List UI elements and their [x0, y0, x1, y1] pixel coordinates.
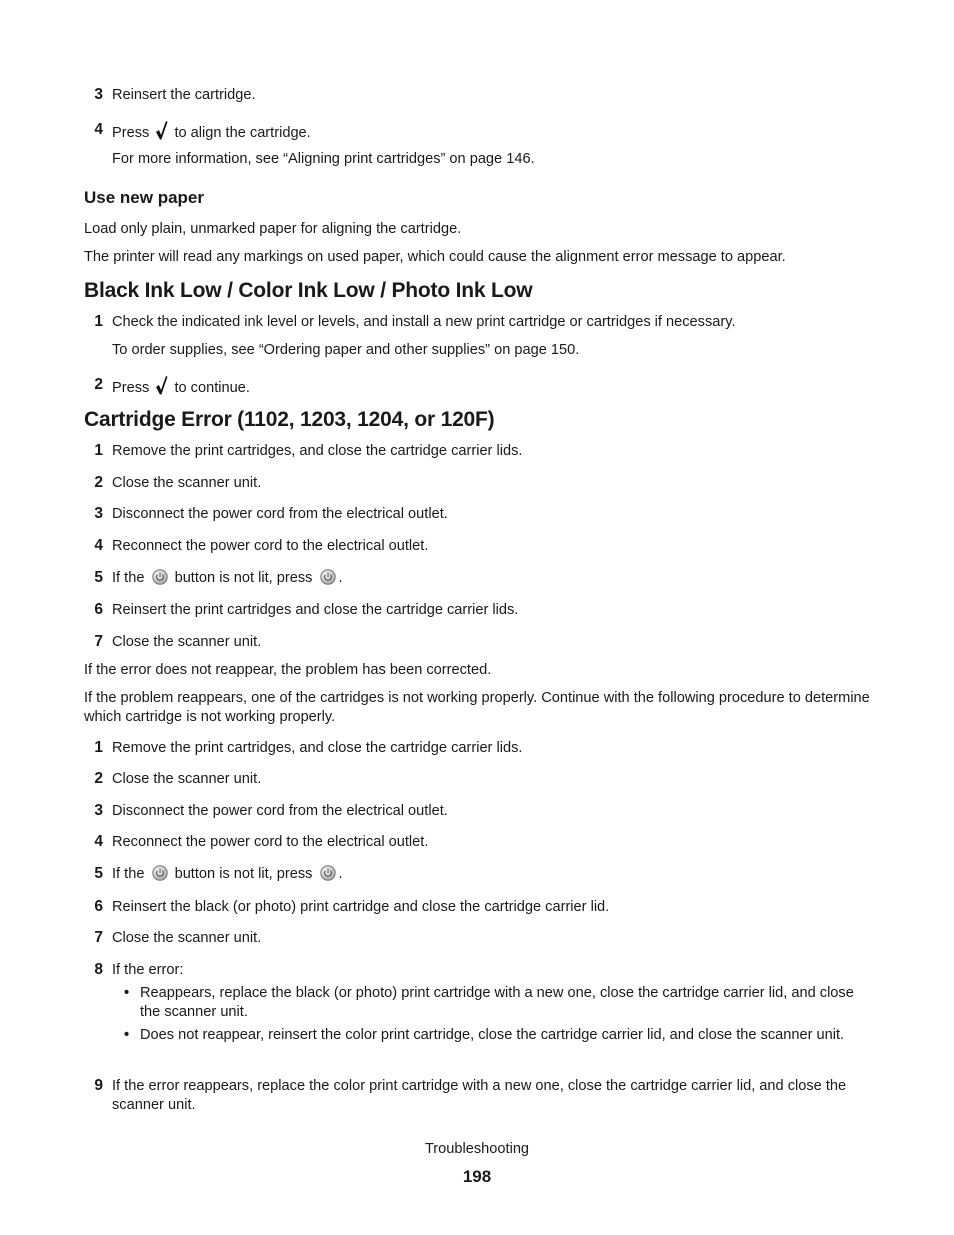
footer-section-label: Troubleshooting [424, 1141, 530, 1157]
step-text-line [112, 121, 877, 143]
step-text: Close the scanner unit. [112, 475, 262, 491]
step-text-post: . [338, 866, 343, 882]
section-heading-ink-low: Black Ink Low / Color Ink Low / Photo Ink Low [84, 279, 533, 302]
step-number: 4 [94, 833, 103, 850]
bullet-dot-icon: • [124, 1027, 130, 1043]
step-number: 5 [94, 569, 103, 586]
step-text-post: to continue. [174, 380, 250, 396]
step-number: 2 [94, 376, 103, 393]
step-number: 6 [94, 898, 103, 915]
step-text: Reinsert the print cartridges and close the cartridge carrier lids. [112, 602, 519, 618]
step-text-pre: Press [112, 380, 150, 396]
step-text: If the error reappears, replace the color print cartridge with a new one, close the cartridge carrier lid, and close the scanner unit. [112, 1078, 847, 1113]
step-text: Check the indicated ink level or levels, and install a new print cartridge or cartridges if necessary. [112, 314, 736, 330]
step-text: Close the scanner unit. [112, 771, 262, 787]
step-4-note: For more information, see “Aligning print cartridges” on page 146. [112, 151, 535, 167]
bullet-dot-icon: • [124, 985, 130, 1001]
step-text-line [112, 569, 877, 588]
step-text-pre: If the [112, 570, 145, 586]
step-number: 6 [94, 601, 103, 618]
power-button-icon [152, 569, 168, 585]
step-number: 1 [94, 739, 103, 756]
step-number: 3 [94, 86, 103, 103]
paragraph: Load only plain, unmarked paper for aligning the cartridge. [84, 221, 462, 237]
step-number: 7 [94, 633, 103, 650]
section-heading-cartridge-error: Cartridge Error (1102, 1203, 1204, or 120F) [84, 408, 495, 431]
step-number: 8 [94, 961, 103, 978]
checkmark-icon [155, 376, 168, 395]
step-number: 2 [94, 770, 103, 787]
step-number: 3 [94, 802, 103, 819]
step-number: 1 [94, 313, 103, 330]
checkmark-icon [155, 121, 168, 140]
step-text: Reinsert the black (or photo) print cartridge and close the cartridge carrier lid. [112, 899, 610, 915]
step-text: Close the scanner unit. [112, 930, 262, 946]
step-1-note: To order supplies, see “Ordering paper and other supplies” on page 150. [112, 342, 580, 358]
power-button-icon [320, 569, 336, 585]
subheading-use-new-paper: Use new paper [84, 188, 204, 207]
step-text-pre: If the [112, 866, 145, 882]
step-number: 4 [94, 121, 103, 138]
step-text: Close the scanner unit. [112, 634, 262, 650]
paragraph: If the error does not reappear, the problem has been corrected. [84, 662, 492, 678]
step-text: Remove the print cartridges, and close the cartridge carrier lids. [112, 740, 523, 756]
step-text-line [112, 376, 877, 398]
power-button-icon [152, 865, 168, 881]
step-text: Reconnect the power cord to the electrical outlet. [112, 538, 429, 554]
bullet-text: Does not reappear, reinsert the color print cartridge, close the cartridge carrier lid, and close the scanner unit. [140, 1027, 845, 1043]
step-text: Disconnect the power cord from the electrical outlet. [112, 506, 448, 522]
step-text-pre: Press [112, 125, 150, 141]
step-text: Disconnect the power cord from the electrical outlet. [112, 803, 448, 819]
step-number: 4 [94, 537, 103, 554]
step-text-mid: button is not lit, press [174, 866, 313, 882]
step-number: 1 [94, 442, 103, 459]
step-text: Remove the print cartridges, and close the cartridge carrier lids. [112, 443, 523, 459]
bullet-text: Reappears, replace the black (or photo) print cartridge with a new one, close the cartridge carrier lid, and close the scanner unit. [140, 985, 854, 1020]
step-number: 3 [94, 505, 103, 522]
step-text: Reconnect the power cord to the electrical outlet. [112, 834, 429, 850]
step-number: 7 [94, 929, 103, 946]
power-button-icon [320, 865, 336, 881]
step-text: If the error: [112, 962, 184, 978]
paragraph: The printer will read any markings on used paper, which could cause the alignment error message to appear. [84, 249, 786, 265]
step-text: Reinsert the cartridge. [112, 87, 256, 103]
step-number: 5 [94, 865, 103, 882]
step-text-post: to align the cartridge. [174, 125, 311, 141]
step-number: 9 [94, 1077, 103, 1094]
step-text-line [112, 865, 877, 884]
step-text-post: . [338, 570, 343, 586]
paragraph: If the problem reappears, one of the cartridges is not working properly. Continue with the following procedure to determine which cartridge is not working properly. [84, 690, 870, 725]
page-number: 198 [462, 1167, 492, 1186]
step-text-mid: button is not lit, press [174, 570, 313, 586]
step-number: 2 [94, 474, 103, 491]
